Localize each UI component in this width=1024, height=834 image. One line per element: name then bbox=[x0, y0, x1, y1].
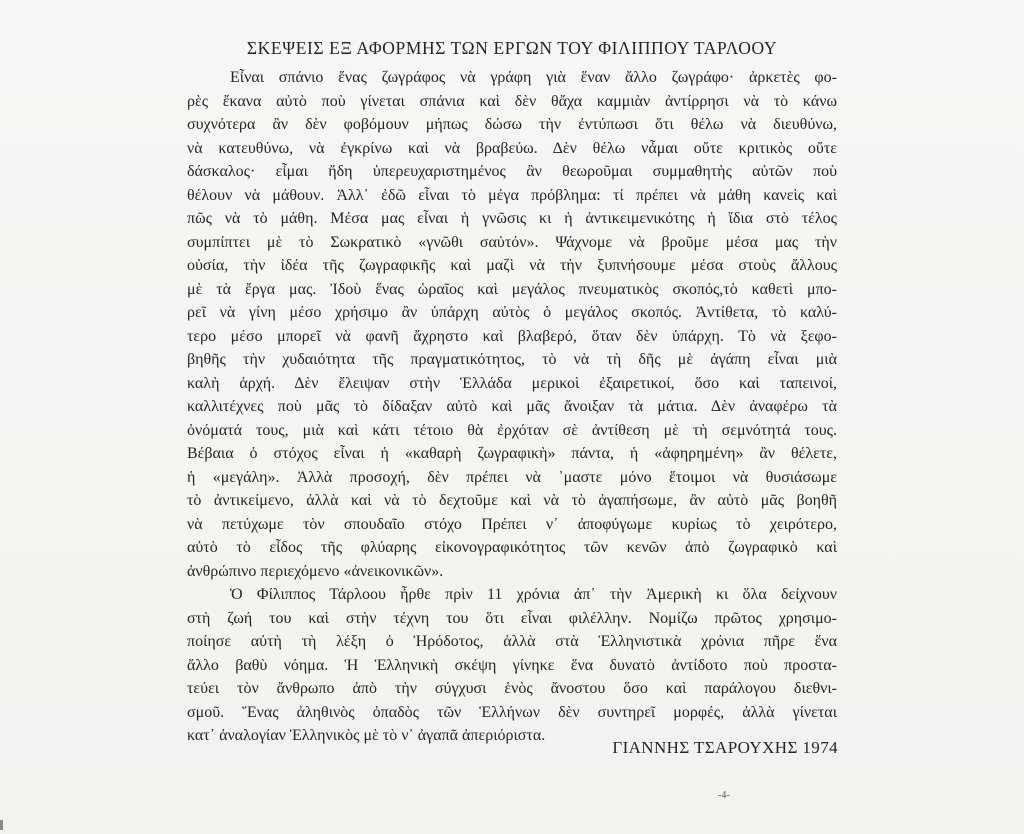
text-line: Βέβαια ὁ στόχος εἶναι ἡ «καθαρὴ ζωγραφικὴ» πάντα, ἡ «ἀφηρημένη» ἂν θέλετε, bbox=[187, 445, 837, 462]
text-line: ρεῖ νὰ γίνη μέσο χρήσιμο ἂν ὑπάρχη αὐτὸς ὁ μεγάλος σκοπός. Ἀντίθετα, τὸ καλύ- bbox=[187, 304, 837, 321]
text-line: δάσκαλος· εἶμαι ἤδη ὑπερευχαριστημένος ἂν θεωροῦμαι συμμαθητὴς αὐτῶν ποὺ bbox=[187, 163, 837, 180]
text-line: μὲ τὰ ἔργα μας. Ἰδοὺ ἕνας ὡραῖος καὶ μεγάλος πνευματικὸς σκοπός,τὸ καθετὶ μπο- bbox=[187, 280, 837, 298]
text-line: Εἶναι σπάνιο ἕνας ζωγράφος νὰ γράφη γιὰ ἕναν ἄλλο ζωγράφο· ἀρκετὲς φο- bbox=[230, 69, 837, 86]
text-line: ἄλλο βαθὺ νόημα. Ἡ Ἑλληνικὴ σκέψη γίνηκε ἕνα δυνατὸ ἀντίδοτο ποὺ προστα- bbox=[187, 656, 837, 674]
text-line: θέλουν νὰ μάθουν. Ἀλλ᾿ ἐδῶ εἶναι τὸ μέγα πρόβλημα: τί πρέπει νὰ μάθη κανεὶς καὶ bbox=[187, 186, 837, 204]
text-line: οὐσία, τὴν ἰδέα τῆς ζωγραφικῆς καὶ μαζὶ νὰ τὴν ξυπνήσουμε μέσα στοὺς ἄλλους bbox=[187, 257, 837, 274]
page-number: -4- bbox=[718, 790, 730, 801]
text-line: συχνότερα ἂν δὲν φοβόμουν μήπως δώσω τὴν ἐντύπωσι ὅτι θέλω νὰ διευθύνω, bbox=[187, 116, 837, 133]
text-line: τερο μέσο μπορεῖ νὰ φανῆ ἄχρηστο καὶ βλαβερό, ὅταν δὲν ὑπάρχη. Τὸ νὰ ξεφο- bbox=[187, 327, 837, 345]
text-line: ἀνθρώπινο περιεχόμενο «ἀνεικονικῶν». bbox=[187, 562, 444, 580]
text-line: σμοῦ. Ἕνας ἀληθινὸς ὀπαδὸς τῶν Ἑλλήνων δὲν συντηρεῖ μορφές, ἀλλὰ γίνεται bbox=[187, 703, 837, 721]
text-line: καλλιτέχνες ποὺ μᾶς τὸ δίδαξαν αὐτὸ καὶ μᾶς ἄνοιξαν τὰ μάτια. Δὲν ἀναφέρω τὰ bbox=[187, 398, 837, 415]
text-line: ἡ «μεγάλη». Ἀλλὰ προσοχή, δὲν πρέπει νὰ ᾿μαστε μόνο ἕτοιμοι νὰ θυσιάσωμε bbox=[187, 468, 837, 486]
text-line: αὐτὸ τὸ εἶδος τῆς φλύαρης εἰκονογραφικότητος τῶν κενῶν ἀπὸ ζωγραφικὸ καὶ bbox=[187, 539, 837, 556]
text-line: ὀνόματά τους, μιὰ καὶ κάτι τέτοιο θὰ ἐρχόταν σὲ ἀντίθεση μὲ τὴ σεμνότητά τους. bbox=[187, 421, 837, 439]
text-line: ποίησε αὐτὴ τὴ λέξη ὁ Ἡρόδοτος, ἀλλὰ στὰ Ἑλληνιστικὰ χρόνια πῆρε ἕνα bbox=[187, 633, 837, 650]
scan-edge-mark bbox=[0, 820, 3, 830]
author-signature: ΓΙΑΝΝΗΣ ΤΣΑΡΟΥΧΗΣ 1974 bbox=[612, 738, 838, 757]
text-line: στὴ ζωή του καὶ στὴν τέχνη του ὅτι εἶναι φιλέλλην. Νομίζω πρῶτος χρησιμο- bbox=[187, 609, 837, 627]
text-line: ρὲς ἔκανα αὐτὸ ποὺ γίνεται σπάνια καὶ δὲν θἄχα καμμιὰν ἀντίρρησι νὰ τὸ κάνω bbox=[187, 92, 837, 110]
text-line: τεύει τὸν ἄνθρωπο ἀπὸ τὴν σύγχυσι ἑνὸς ἄνοστου ὅσο καὶ παράλογου διεθνι- bbox=[187, 680, 837, 697]
text-line: νὰ πετύχωμε τὸν σπουδαῖο στόχο Πρέπει ν᾿ ἀποφύγωμε κυρίως τὸ χειρότερο, bbox=[187, 515, 837, 533]
text-line: Ὁ Φίλιππος Τάρλοου ἦρθε πρὶν 11 χρόνια ἀπ᾿ τὴν Ἀμερικὴ κι ὅλα δείχνουν bbox=[230, 586, 837, 603]
text-line: τὸ ἀντικείμενο, ἀλλὰ καὶ νὰ τὸ δεχτοῦμε καὶ νὰ τὸ ἀγαπήσωμε, ἂν αὐτὸ μᾶς βοηθῆ bbox=[187, 492, 837, 509]
page-title: ΣΚΕΨΕΙΣ ΕΞ ΑΦΟΡΜΗΣ ΤΩΝ ΕΡΓΩΝ ΤΟΥ ΦΙΛΙΠΠΟΥ ΤΑΡΛΟΟΥ bbox=[246, 38, 778, 58]
body-text bbox=[187, 66, 837, 748]
text-line: καλὴ ἀρχή. Δὲν ἔλειψαν στὴν Ἑλλάδα μερικοὶ ἐξαιρετικοί, ὅσο καὶ ταπεινοί, bbox=[187, 374, 837, 392]
text-line: κατ᾿ ἀναλογίαν Ἑλληνικὸς μὲ τὸ ν᾿ ἀγαπᾶ ἀπεριόριστα. bbox=[187, 727, 546, 744]
text-line: νὰ κατευθύνω, νὰ ἐγκρίνω καὶ νὰ βραβεύω. Δὲν θέλω νἆμαι οὔτε κριτικὸς οὔτε bbox=[187, 139, 837, 157]
text-line: πῶς νὰ τὸ μάθη. Μέσα μας εἶναι ἡ γνῶσις κι ἡ ἀντικειμενικότης ἡ ἴδια στὸ τέλος bbox=[187, 210, 837, 227]
text-line: συμπίπτει μὲ τὸ Σωκρατικὸ «γνῶθι σαὐτόν». Ψάχνομε νὰ βροῦμε μέσα μας τὴν bbox=[187, 233, 837, 251]
text-line: βηθῆς τὴν χυδαιότητα τῆς πραγματικότητος, τὸ νὰ τὴ δῆς μὲ ἀγάπη εἶναι μιὰ bbox=[187, 351, 837, 368]
